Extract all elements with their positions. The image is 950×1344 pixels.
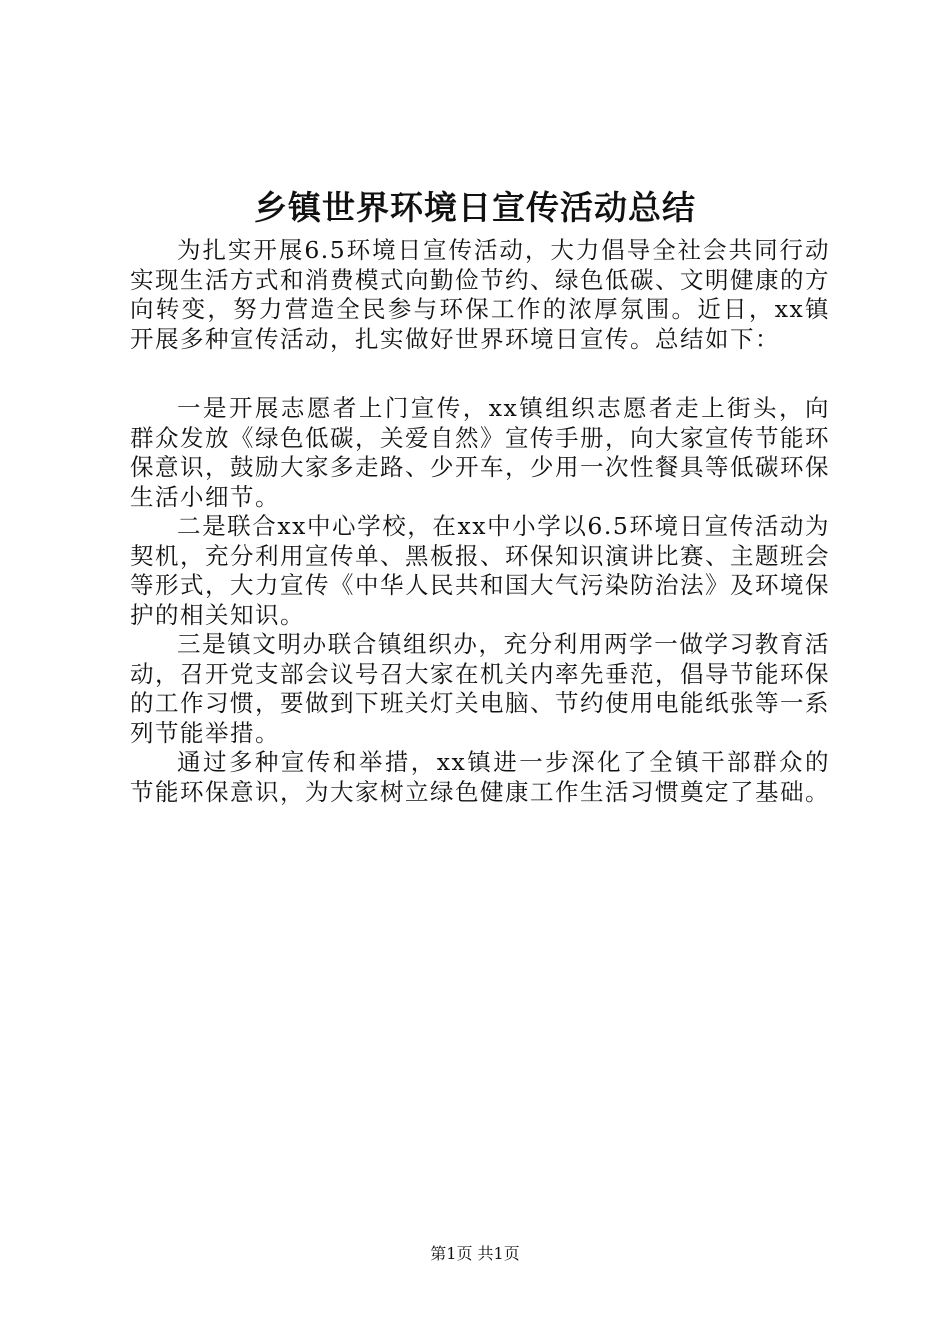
paragraph-school-cooperation: 二是联合xx中心学校，在xx中小学以6.5环境日宣传活动为契机，充分利用宣传单、黑板报、环保知识演讲比赛、主题班会等形式，大力宣传《中华人民共和国大气污染防治法》及环境保护的相关知识。 [130,512,830,629]
document-body [130,236,830,807]
paragraph-gap [130,354,830,394]
paragraph-volunteer-promotion: 一是开展志愿者上门宣传，xx镇组织志愿者走上街头，向群众发放《绿色低碳，关爱自然》宣传手册，向大家宣传节能环保意识，鼓励大家多走路、少开车，少用一次性餐具等低碳环保生活小细节。 [130,394,830,511]
conclusion-paragraph: 通过多种宣传和举措，xx镇进一步深化了全镇干部群众的节能环保意识，为大家树立绿色健康工作生活习惯奠定了基础。 [130,748,830,806]
paragraph-office-energy-saving: 三是镇文明办联合镇组织办，充分利用两学一做学习教育活动，召开党支部会议号召大家在机关内率先垂范，倡导节能环保的工作习惯，要做到下班关灯关电脑、节约使用电能纸张等一系列节能举措。 [130,630,830,747]
intro-paragraph: 为扎实开展6.5环境日宣传活动，大力倡导全社会共同行动实现生活方式和消费模式向勤俭节约、绿色低碳、文明健康的方向转变，努力营造全民参与环保工作的浓厚氛围。近日，xx镇开展多种宣传活动，扎实做好世界环境日宣传。总结如下： [130,236,830,353]
document-title: 乡镇世界环境日宣传活动总结 [254,188,696,227]
page-footer: 第1页 共1页 [430,1244,520,1263]
